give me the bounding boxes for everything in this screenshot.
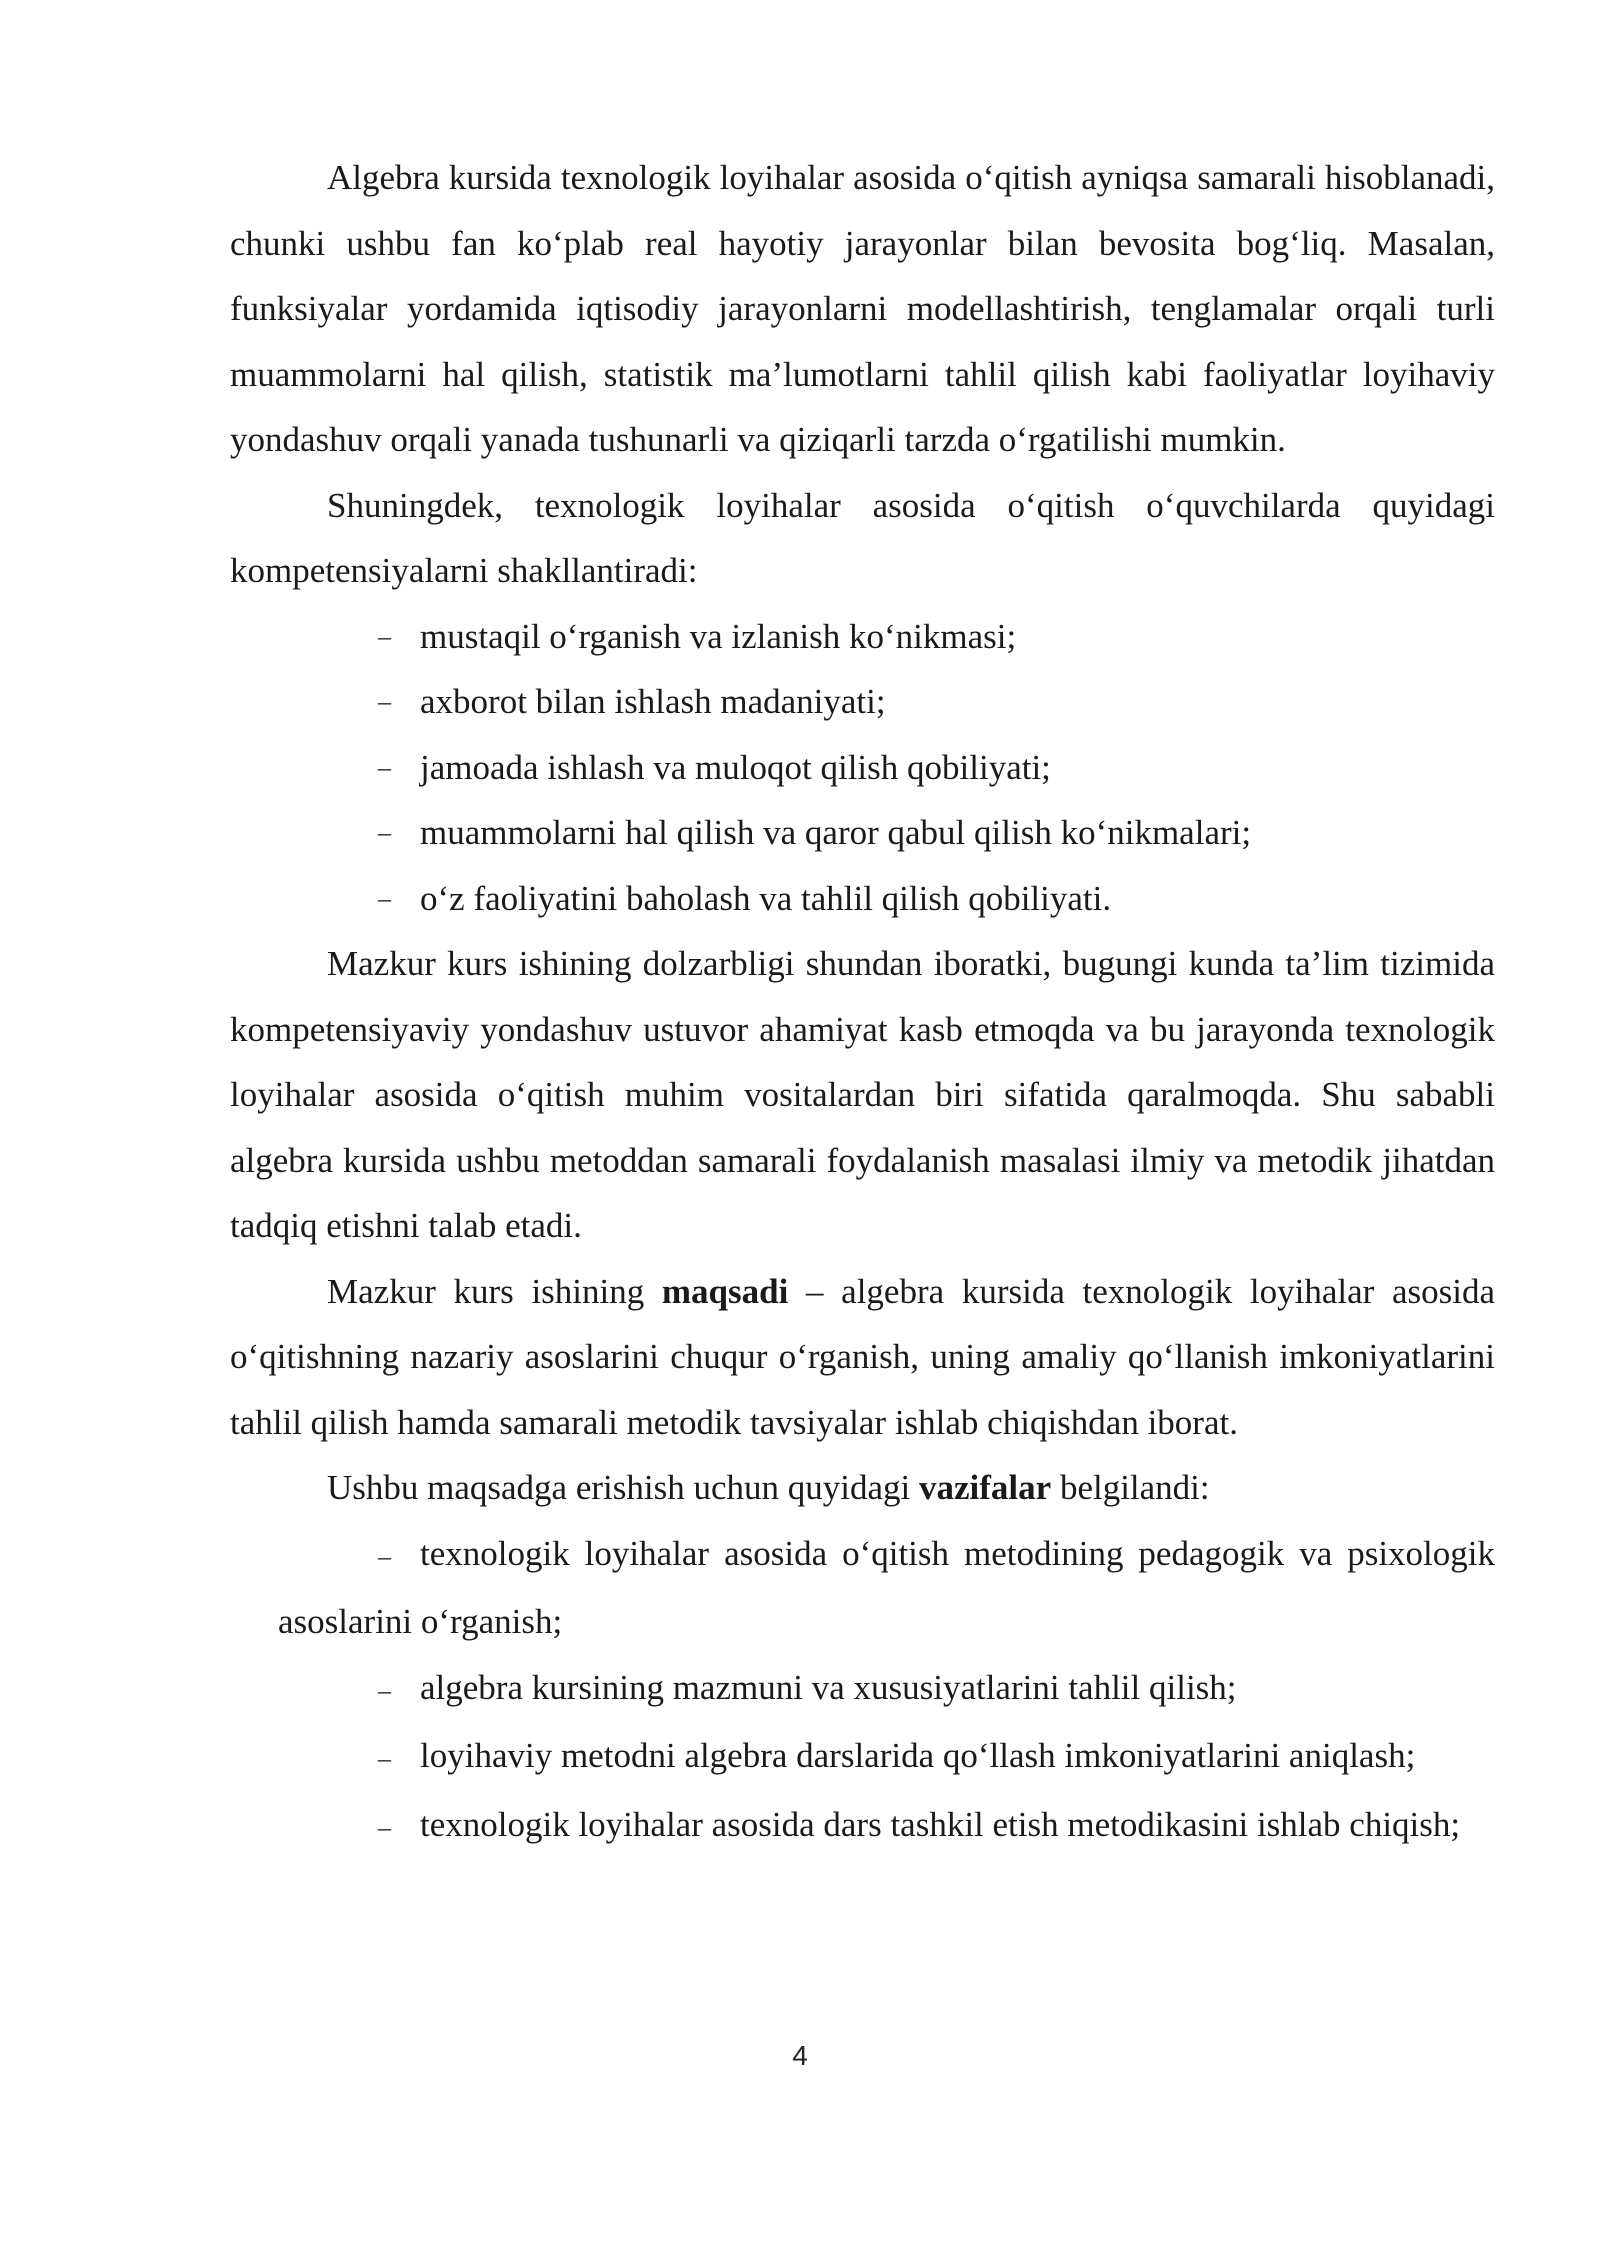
paragraph-tasks-intro: Ushbu maqsadga erishish uchun quyidagi vazifalar belgilandi: (327, 1468, 1210, 1507)
dash-bullet: – (378, 1744, 391, 1773)
list-item: – loyihaviy metodni algebra darslarida qo‘llash imkoniyatlarini aniqlash; (278, 1723, 1495, 1792)
dash-bullet: – (378, 1541, 391, 1571)
dash-bullet: – (378, 621, 391, 651)
list-item: – texnologik loyihalar asosida dars tashkil etish metodikasini ishlab chiqish; (278, 1792, 1495, 1861)
paragraph-goal: Mazkur kurs ishining maqsadi – algebra kursida texnologik loyihalar asosida o‘qitishning nazariy asoslarini chuqur o‘rganish, uning amaliy qo‘llanish imkoniyatlarini tahlil qilish hamda samarali metodik tavsiyalar ishlab chiqishdan iborat. (230, 1271, 1495, 1442)
paragraph-algebra-projects: Algebra kursida texnologik loyihalar asosida o‘qitish ayniqsa samarali hisoblanadi, chunki ushbu fan ko‘plab real hayotiy jarayonlar bilan bevosita bog‘liq. Masalan, funksiyalar yordamida iqtisodiy jarayonlarni modellashtirish, tenglamalar orqali turli muammolarni hal qilish, statistik ma’lumotlarni tahlil qilish kabi faoliyatlar loyihaviy yondashuv orqali yanada tushunarli va qiziqarli tarzda o‘rgatilishi mumkin. (230, 158, 1495, 459)
goal-keyword: maqsadi (661, 1271, 789, 1311)
list-item: – o‘z faoliyatini baholash va tahlil qilish qobiliyati. (230, 866, 1495, 932)
list-item: – jamoada ishlash va muloqot qilish qobiliyati; (230, 735, 1495, 801)
dash-bullet: – (378, 752, 391, 782)
paragraph-competencies-intro: Shuningdek, texnologik loyihalar asosida o‘qitish o‘quvchilarda quyidagi kompetensiyalarni shakllantiradi: (230, 485, 1495, 590)
document-page (230, 145, 1495, 1860)
list-item: – axborot bilan ishlash madaniyati; (230, 669, 1495, 735)
dash-bullet: – (378, 1675, 391, 1705)
dash-bullet: – (378, 818, 391, 847)
page-number: 4 (792, 2040, 808, 2071)
list-item: – mustaqil o‘rganish va izlanish ko‘nikmasi; (230, 604, 1495, 670)
dash-bullet: – (378, 883, 391, 913)
dash-bullet: – (378, 1812, 391, 1842)
tasks-keyword: vazifalar (919, 1468, 1052, 1507)
list-item: – muammolarni hal qilish va qaror qabul qilish ko‘nikmalari; (230, 800, 1495, 866)
tasks-list (230, 1521, 1495, 1861)
paragraph-relevance: Mazkur kurs ishining dolzarbligi shundan iboratki, bugungi kunda ta’lim tizimida kompetensiyaviy yondashuv ustuvor ahamiyat kasb etmoqda va bu jarayonda texnologik loyihalar asosida o‘qitish muhim vositalardan biri sifatida qaralmoqda. Shu sababli algebra kursida ushbu metoddan samarali foydalanish masalasi ilmiy va metodik jihatdan tadqiq etishni talab etadi. (230, 944, 1495, 1245)
dash-bullet: – (378, 687, 391, 716)
list-item: – algebra kursining mazmuni va xususiyatlarini tahlil qilish; (278, 1655, 1495, 1724)
list-item: – texnologik loyihalar asosida o‘qitish metodining pedagogik va psixologik asoslarini o‘rganish; (278, 1521, 1495, 1655)
competencies-list (230, 604, 1495, 932)
